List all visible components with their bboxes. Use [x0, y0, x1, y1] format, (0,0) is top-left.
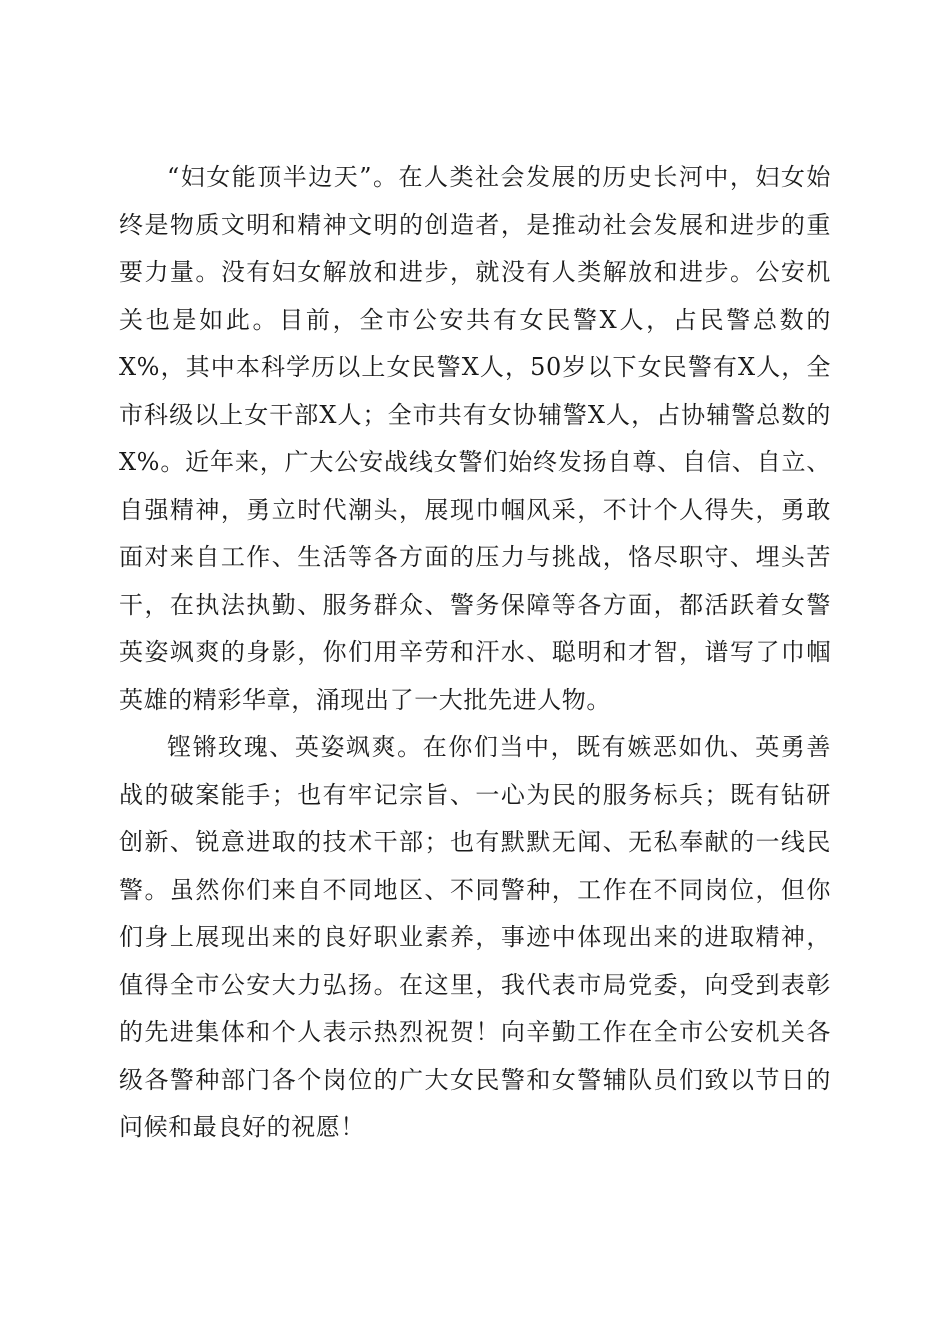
paragraph-2: 铿锵玫瑰、英姿飒爽。在你们当中，既有嫉恶如仇、英勇善战的破案能手；也有牢记宗旨、一心为民的服务标兵；既有钻研创新、锐意进取的技术干部；也有默默无闻、无私奉献的一线民警。虽然你们来自不同地区、不同警种，工作在不同岗位，但你们身上展现出来的良好职业素养，事迹中体现出来的进取精神，值得全市公安大力弘扬。在这里，我代表市局党委，向受到表彰的先进集体和个人表示热烈祝贺！向辛勤工作在全市公安机关各级各警种部门各个岗位的广大女民警和女警辅队员们致以节日的问候和最良好的祝愿！ — [119, 733, 831, 1141]
paragraph-1: “妇女能顶半边天”。在人类社会发展的历史长河中，妇女始终是物质文明和精神文明的创造者，是推动社会发展和进步的重要力量。没有妇女解放和进步，就没有人类解放和进步。公安机关也是如此。目前，全市公安共有女民警X人，占民警总数的X%，其中本科学历以上女民警X人，50岁以下女民警有X人，全市科级以上女干部X人；全市共有女协辅警X人，占协辅警总数的X%。近年来，广大公安战线女警们始终发扬自尊、自信、自立、自强精神，勇立时代潮头，展现巾帼风采，不计个人得失，勇敢面对来自工作、生活等各方面的压力与挑战，恪尽职守、埋头苦干，在执法执勤、服务群众、警务保障等各方面，都活跃着女警英姿飒爽的身影，你们用辛劳和汗水、聪明和才智，谱写了巾帼英雄的精彩华章，涌现出了一大批先进人物。 — [119, 163, 831, 714]
document-body — [119, 154, 831, 1152]
